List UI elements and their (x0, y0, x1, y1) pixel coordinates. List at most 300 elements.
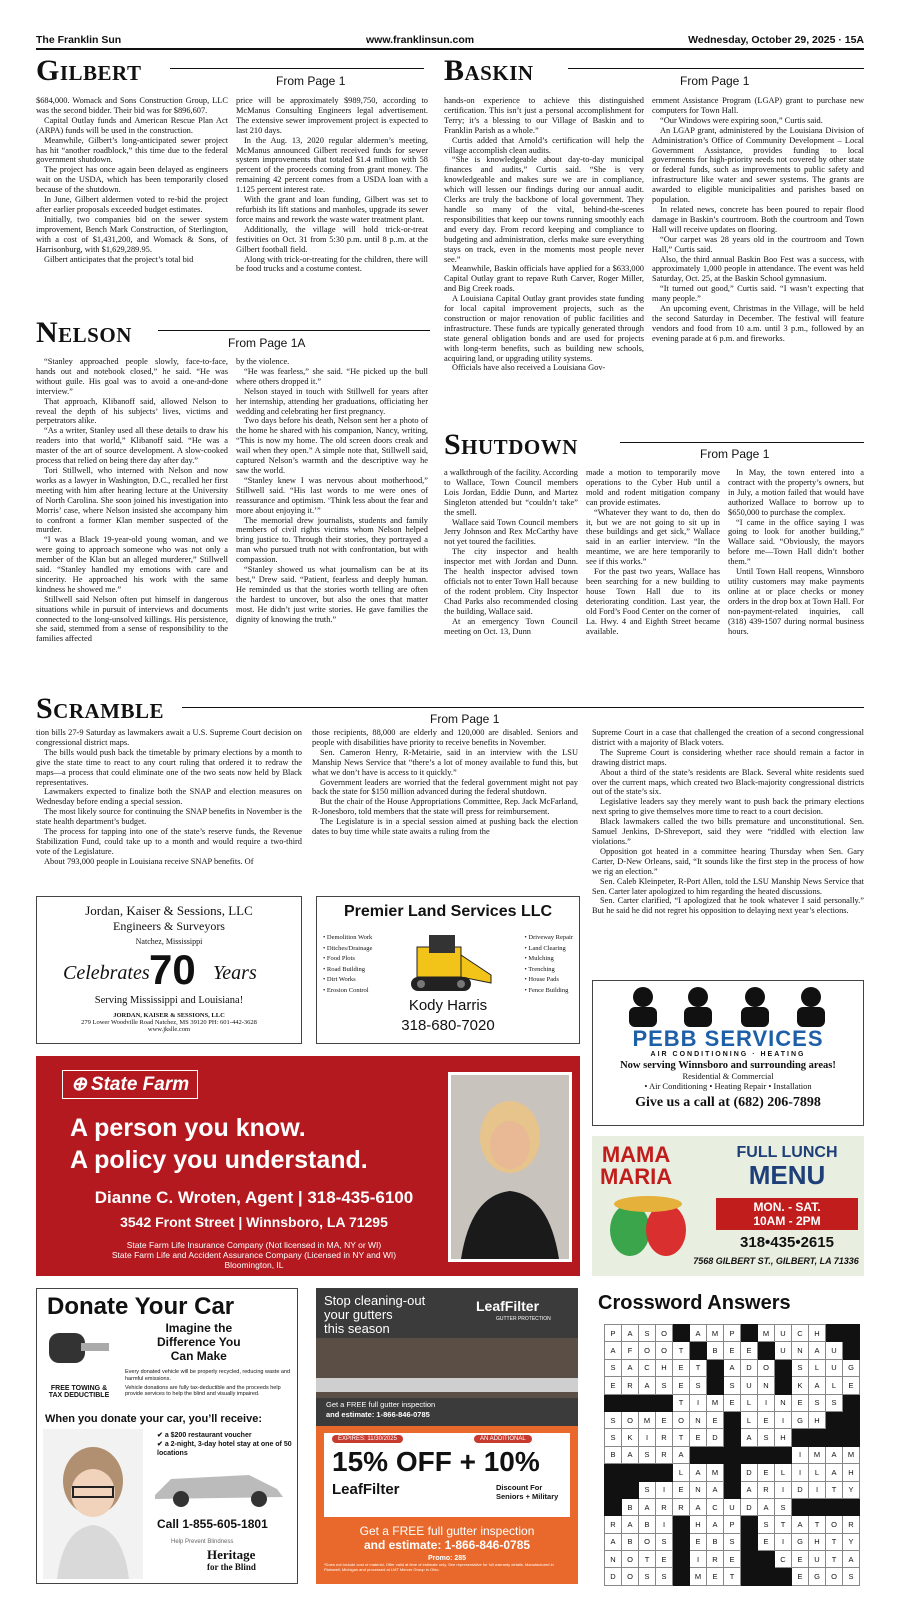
crossword-cell (673, 1568, 690, 1585)
paragraph: The Supreme Court is considering whether race should remain a factor in drawing district maps. (592, 747, 864, 767)
crossword-cell: I (758, 1394, 775, 1411)
crossword-cell: N (690, 1411, 707, 1428)
crossword-cell: C (792, 1325, 809, 1342)
crossword-cell: S (775, 1498, 792, 1515)
crossword-cell: I (639, 1429, 656, 1446)
crossword-cell: E (792, 1551, 809, 1568)
car-free-towing: FREE TOWING & TAX DEDUCTIBLE (48, 1385, 110, 1399)
crossword-cell (656, 1464, 673, 1481)
crossword-cell: E (605, 1377, 622, 1394)
crossword-cell (741, 1551, 758, 1568)
crossword-cell: A (690, 1464, 707, 1481)
crossword-cell: T (826, 1481, 843, 1498)
crossword-cell: E (758, 1411, 775, 1428)
shutdown-col-3 (728, 468, 864, 688)
crossword-cell: S (724, 1533, 741, 1550)
crossword-cell (690, 1446, 707, 1463)
premier-services-left (323, 933, 372, 996)
crossword-cell: H (775, 1429, 792, 1446)
car-rewards: ✔ a $200 restaurant voucher ✔ a 2-night, 3-day hotel stay at one of 50 locations (157, 1432, 292, 1457)
crossword-cell (741, 1568, 758, 1585)
crossword-cell: M (809, 1446, 826, 1463)
crossword-cell: T (826, 1533, 843, 1550)
paragraph: In the Aug. 13, 2020 regular aldermen’s meeting, McManus announced Gilbert received funds for sewer system improvements that totaled $1.4 million with 58 percent of the proceeds coming from grant money. The remaining 42 percent comes from a USDA loan with a 1.125 percent interest rate. (236, 135, 428, 195)
gilbert-col-1 (36, 96, 228, 349)
crossword-cell: R (673, 1498, 690, 1515)
crossword-cell: A (809, 1377, 826, 1394)
paragraph: “She is knowledgeable about day-to-day municipal finances and audits,” Curtis said. “She is very knowledgeable and makes sure we are in compliance, which will lessen our findings during our annual audit. Clerks are truly the backbone of local government. They handle so many of the vital, behind-the-scenes responsibilities that keep our towns running smoothly each and every day. From record keeping and compliance to budgeting and administration, clerks make sure everything stays on track, even in the moments most people never see.” (444, 155, 644, 264)
paragraph: those recipients, 88,000 are elderly and 120,000 are disabled. Seniors and people with disabilities have priority to receive benefits in November. (312, 728, 578, 747)
crossword-cell (605, 1464, 622, 1481)
crossword-cell: L (741, 1394, 758, 1411)
crossword-cell: E (690, 1429, 707, 1446)
paragraph: Sen. Cameron Henry, R-Metairie, said in an interview with the LSU Manship News Service that “there’s a lot of money available to fund this, but what we don’t have is access to it quickly.” (312, 747, 578, 777)
shutdown-jump: From Page 1 (700, 447, 770, 461)
roof-gutter-image (316, 1338, 578, 1398)
jks-70: 70 (149, 946, 196, 993)
crossword-cell: U (775, 1325, 792, 1342)
crossword-cell: E (758, 1533, 775, 1550)
crossword-cell (673, 1551, 690, 1568)
crossword-cell (639, 1394, 656, 1411)
crossword-cell: A (622, 1359, 639, 1376)
paragraph: ernment Assistance Program (LGAP) grant to purchase new computers for Town Hall. (652, 96, 864, 115)
crossword-cell: E (843, 1377, 860, 1394)
paragraph: “It turned out good,” Curtis said. “I wasn’t expecting that many people.” (652, 284, 864, 304)
leaf-discount: Discount For Seniors + Military (496, 1483, 559, 1501)
crossword-cell: L (826, 1377, 843, 1394)
crossword-cell: L (809, 1359, 826, 1376)
crossword-cell: D (792, 1481, 809, 1498)
crossword-grid (604, 1324, 860, 1586)
paragraph: Sen. Carter clarified, “I apologized that he took whatever I said personally.” But he said he did not regret his opposition to delaying next year’s elections. (592, 896, 864, 916)
website[interactable]: www.franklinsun.com (366, 34, 475, 46)
statefarm-headline: A person you know. A policy you understand. (70, 1114, 368, 1174)
crossword-cell (843, 1394, 860, 1411)
crossword-cell: M (707, 1464, 724, 1481)
paragraph: Also, the third annual Baskin Boo Fest was a success, with approximately 1,000 people in attendance. The event was held Saturday, Oct. 25, at the Baskin School gymnasium. (652, 254, 864, 284)
crossword-cell: O (639, 1533, 656, 1550)
crossword-cell (605, 1481, 622, 1498)
crossword-cell (690, 1342, 707, 1359)
paragraph: price will be approximately $989,750, according to McManus Consulting Engineers legal advertisement. The extensive sewer improvement project is expected to last 210 days. (236, 96, 428, 135)
paragraph: Meanwhile, Gilbert’s long-anticipated sewer project has hit “another roadblock,” this time due to the federal government shutdown. (36, 135, 228, 165)
crossword-cell: O (656, 1325, 673, 1342)
leaf-headline: Stop cleaning-out your gutters this season (324, 1293, 426, 1336)
nelson-title: Nelson (36, 316, 132, 349)
crossword-cell: E (724, 1342, 741, 1359)
nelson-col-1 (36, 357, 228, 687)
crossword-cell: S (639, 1568, 656, 1585)
crossword-cell (724, 1429, 741, 1446)
crossword-cell: S (639, 1481, 656, 1498)
crossword-cell (724, 1481, 741, 1498)
crossword-cell: A (639, 1498, 656, 1515)
gilbert-jump: From Page 1 (276, 74, 346, 88)
crossword-cell: O (639, 1342, 656, 1359)
crossword-cell: T (826, 1551, 843, 1568)
crossword-cell: M (639, 1411, 656, 1428)
crossword-cell (843, 1325, 860, 1342)
crossword-cell: G (792, 1533, 809, 1550)
crossword-cell (775, 1377, 792, 1394)
crossword-cell (843, 1498, 860, 1515)
crossword-cell: I (690, 1394, 707, 1411)
crossword-cell: F (622, 1342, 639, 1359)
crossword-cell: S (605, 1429, 622, 1446)
crossword-cell: O (622, 1411, 639, 1428)
ad-leaffilter[interactable] (316, 1288, 578, 1584)
paragraph: tion bills 27-9 Saturday as lawmakers await a U.S. Supreme Court decision on congressional district maps. (36, 728, 302, 747)
scramble-col-2 (312, 728, 578, 888)
paragraph: “Stanley knew I was nervous about motherhood,” Stillwell said. “His last words to me were ones of reassurance and optimism. ‘Think less about the fear and more about enjoying it.’” (236, 475, 428, 515)
premier-phone[interactable]: 318-680-7020 (401, 1017, 495, 1034)
crossword-cell (707, 1377, 724, 1394)
crossword-cell: E (673, 1377, 690, 1394)
crossword-cell: O (826, 1568, 843, 1585)
crossword-cell: A (792, 1516, 809, 1533)
crossword-title: Crossword Answers (598, 1292, 791, 1314)
crossword-cell: S (605, 1411, 622, 1428)
crossword-cell: E (673, 1481, 690, 1498)
crossword-cell: A (741, 1429, 758, 1446)
jks-name: Jordan, Kaiser & Sessions, LLC (85, 903, 253, 918)
leaf-inspection: Get a FREE full gutter inspection and estimate: 1-866-846-0785 (326, 1400, 436, 1419)
crossword-cell: S (792, 1359, 809, 1376)
paragraph: hands-on experience to achieve this distinguished certification. This isn’t just a personal accomplishment for Terry; it’s a blessing to our Village of Baskin and to Franklin Parish as a whole.” (444, 96, 644, 135)
jks-web[interactable]: www.jkslle.com (147, 1026, 191, 1033)
paragraph: Nelson stayed in touch with Stillwell for years after her internship, attending her graduations, officiating her wedding and celebrating her first pregnancy. (236, 386, 428, 416)
crossword-cell: D (605, 1568, 622, 1585)
crossword-cell: C (707, 1498, 724, 1515)
paragraph: Supreme Court in a case that challenged the creation of a second congressional district with a majority of Black voters. (592, 728, 864, 747)
gilbert-col-2 (236, 96, 428, 346)
crossword-cell: O (622, 1551, 639, 1568)
crossword-cell: E (673, 1359, 690, 1376)
paragraph: “Our carpet was 28 years old in the courtroom and Town Hall,” Curtis said. (652, 234, 864, 254)
paragraph: “He was fearless,” she said. “He picked up the bull where others dropped it.” (236, 366, 428, 386)
crossword-cell: U (826, 1342, 843, 1359)
ad-pebb-services[interactable] (592, 980, 864, 1126)
crossword-cell (707, 1446, 724, 1463)
paragraph: Wallace said Town Council members Jerry Johnson and Rex McCarthy have not yet toured the facilities. (444, 517, 578, 547)
crossword-cell: N (758, 1377, 775, 1394)
crossword-cell: I (792, 1446, 809, 1463)
crossword-cell (724, 1446, 741, 1463)
leaf-offer-card (324, 1433, 570, 1517)
leaf-offer-brand: LeafFilter (332, 1481, 400, 1498)
crossword-cell: Y (843, 1481, 860, 1498)
ad-state-farm[interactable] (36, 1056, 580, 1276)
leaf-tag: GUTTER PROTECTION (496, 1316, 551, 1322)
crossword-cell: R (758, 1481, 775, 1498)
crossword-cell: E (792, 1394, 809, 1411)
crossword-cell: H (656, 1359, 673, 1376)
crossword-cell: E (707, 1411, 724, 1428)
crossword-cell: R (843, 1516, 860, 1533)
crossword-cell: E (724, 1394, 741, 1411)
ad-donate-car[interactable] (36, 1288, 298, 1584)
pebb-phone[interactable]: Give us a call at (682) 206-7898 (635, 1095, 821, 1110)
pebb-services: • Air Conditioning • Heating Repair • Installation (644, 1081, 812, 1091)
paragraph: About 793,000 people in Louisiana receive SNAP benefits. Of (44, 856, 254, 866)
paragraph: Meanwhile, Baskin officials have applied for a $633,000 Capital Outlay grant to repave Ruth Carver, Roger Miller, and Big Creek roads. (444, 264, 644, 294)
ad-mama-maria[interactable] (592, 1136, 864, 1276)
crossword-cell: M (843, 1446, 860, 1463)
crossword-cell: E (690, 1533, 707, 1550)
paragraph: “Stanley showed us what journalism can be at its best,” Drew said. “Patient, fearless and deeply human. He reminded us that the stories worth telling are often the hardest to uncover, but also the ones that matter most. He didn’t just write stories. He gave families the dignity of knowing the truth.” (236, 565, 428, 624)
crossword-cell: L (809, 1464, 826, 1481)
crossword-cell (843, 1411, 860, 1428)
service-item: • Road Building (323, 965, 365, 973)
ad-premier-land[interactable] (316, 896, 580, 1044)
crossword-cell: D (741, 1498, 758, 1515)
crossword-cell: E (724, 1551, 741, 1568)
crossword-cell: N (775, 1394, 792, 1411)
pebb-serving: Now serving Winnsboro and surrounding areas! (620, 1060, 836, 1071)
service-item: • Fence Building (524, 986, 569, 994)
crossword-cell (792, 1429, 809, 1446)
paragraph: About a third of the state’s residents are Black. Several white residents sued over the current maps, which created two Black-majority congressional districts out of the state’s six. (592, 767, 864, 797)
paragraph: Additionally, the village will hold trick-or-treat festivities on Oct. 31 from 5:30 p.m. until 8 p..m. at the Gilbert football field. (236, 224, 428, 254)
car-phone[interactable]: Call 1-855-605-1801 (157, 1517, 268, 1531)
crossword-cell: U (775, 1342, 792, 1359)
paragraph: The most likely source for continuing the SNAP benefits in November is the state health department’s budget. (36, 807, 302, 827)
crossword-cell (826, 1325, 843, 1342)
crossword-cell: A (707, 1516, 724, 1533)
crossword-cell: E (792, 1568, 809, 1585)
mama-hours: MON. - SAT. 10AM - 2PM (716, 1198, 858, 1230)
service-item: • Food Plots (323, 955, 355, 962)
paragraph: by the violence. (236, 357, 290, 366)
crossword-cell: M (690, 1568, 707, 1585)
crossword-cell: N (605, 1551, 622, 1568)
ad-jordan-kaiser-sessions[interactable] (36, 896, 302, 1044)
crossword-cell: G (843, 1359, 860, 1376)
crossword-cell (843, 1342, 860, 1359)
crossword-cell: B (622, 1498, 639, 1515)
paragraph: With the grant and loan funding, Gilbert was set to refurbish its lift stations and manholes, upgrade its sewer force mains and rework the waste water treatment plant. (236, 195, 428, 224)
scramble-col-3 (592, 728, 864, 976)
paragraph: The process for tapping into one of the state’s reserve funds, the Revenue Stabilization Fund, could take up to a month and would require a two-third vote of the Legislature. (36, 827, 302, 856)
crossword-cell: S (605, 1359, 622, 1376)
paragraph: Government leaders are worried that the federal government might not pay back the state for $150 million advanced during the federal shutdown. (312, 777, 578, 797)
leaf-offer: 15% OFF + 10% (332, 1446, 540, 1477)
crossword-cell: D (707, 1429, 724, 1446)
paragraph: An upcoming event, Christmas in the Village, will be held the second Saturday in December. The festival will feature vendors and food from 10 a.m. until 3 p.m., followed by an evening parade at 6 p.m. and fireworks. (652, 304, 864, 343)
crossword-cell: P (724, 1516, 741, 1533)
crossword-cell: S (656, 1533, 673, 1550)
crossword-cell (622, 1394, 639, 1411)
crossword-cell: U (724, 1498, 741, 1515)
crossword-cell: Y (843, 1533, 860, 1550)
crossword-cell: T (809, 1516, 826, 1533)
paragraph: Lawmakers expected to finalize both the SNAP and election measures on Wednesday before ending a special session. (36, 787, 302, 807)
crossword-cell: R (622, 1377, 639, 1394)
crossword-cell: A (741, 1481, 758, 1498)
crossword-cell: A (826, 1446, 843, 1463)
crossword-cell: L (741, 1411, 758, 1428)
crossword-cell: H (809, 1325, 826, 1342)
crossword-cell: A (809, 1342, 826, 1359)
crossword-cell: A (843, 1551, 860, 1568)
jks-line1: JORDAN, KAISER & SESSIONS, LLC (113, 1012, 225, 1019)
paragraph: a walkthrough of the facility. According to Wallace, Town Council members Lois Jordan, Eddie Dunn, and Martez Singleton attended but “couldn’t take” the smell. (444, 468, 578, 517)
leaf-additional: AN ADDITIONAL (474, 1435, 532, 1443)
baskin-jump: From Page 1 (680, 74, 750, 88)
crossword-cell (758, 1446, 775, 1463)
statefarm-ovals-icon: ⊕ (71, 1074, 87, 1095)
paragraph: For the past two years, Wallace has been searching for a new building to house Town Hall due to its deteriorating condition. Last year, the old Ford’s Food Center on the corner of La. Hwy. 4 and Eighth Street became available. (586, 567, 720, 636)
mama-phone[interactable]: 318•435•2615 (740, 1234, 834, 1251)
crossword-cell (707, 1359, 724, 1376)
paragraph: Tori Stillwell, who interned with Nelson and now works as a lawyer in Washington, D.C., recalled her first meeting with him after hearing lecture at the University of North Carolina. She soon joined his investigation into Morris’ case, where Nelson insisted she accompany him to confront a former Klan member suspected of the murder. (36, 465, 228, 535)
skid-steer-icon (399, 927, 499, 997)
crossword-cell: S (656, 1568, 673, 1585)
pebb-title: PEBB SERVICES (632, 1026, 824, 1051)
paragraph: “As a writer, Stanley used all these details to draw his readers into that world,” Klibanoff said. “He was a master of the art of source development. A slow-cooked process that relied on being there day after day.” (36, 426, 228, 466)
statefarm-address: 3542 Front Street | Winnsboro, LA 71295 (120, 1214, 388, 1230)
crossword-cell: A (690, 1325, 707, 1342)
crossword-cell: N (792, 1342, 809, 1359)
crossword-cell: S (656, 1377, 673, 1394)
paragraph: The city inspector and health inspector met with Jordan and Dunn. The health inspector advised town officials not to enter Town Hall because of the rodent problem. City Inspector Chad Parks also recommended closing the building, Wallace said. (444, 547, 578, 616)
crossword-cell: H (843, 1464, 860, 1481)
crossword-cell (724, 1411, 741, 1428)
crossword-cell: M (707, 1394, 724, 1411)
paragraph: Stillwell said Nelson often put himself in dangerous situations while in pursuit of interviews and documents connected to the long-unsolved killings. His persistence, she said, stemmed from a sense of responsibility to the families affected (36, 594, 228, 644)
crossword-cell: I (775, 1411, 792, 1428)
baskin-col-1 (444, 96, 644, 406)
paragraph: But the chair of the House Appropriations Committee, Rep. Jack McFarland, R-Jonesboro, told members that the state will press for reimbursement. (312, 797, 578, 817)
paragraph: The Legislature is in a special session aimed at pushing back the election dates to buy time while state awaits a ruling from the (312, 817, 578, 837)
paragraph: At an emergency Town Council meeting on Oct. 13, Dunn (444, 616, 578, 636)
paragraph: In related news, concrete has been poured to repair flood damage in Baskin’s courtroom. Both the courtroom and Town Hall will receive updates on flooring. (652, 204, 864, 234)
crossword-cell: T (673, 1394, 690, 1411)
crossword-cell (758, 1551, 775, 1568)
paragraph: made a motion to temporarily move operations to the Cyber Hub until a mold and rodent mitigation company can provide estimates. (586, 468, 720, 507)
service-item: • Dirt Works (323, 976, 356, 983)
service-item: • Ditches/Drainage (323, 944, 373, 952)
crossword-cell: I (775, 1533, 792, 1550)
crossword-cell: R (707, 1551, 724, 1568)
paragraph: Until Town Hall reopens, Winnsboro utility customers may make payments online at or place checks or money orders in the drop box at Town Hall. For non-payment-related inquiries, call (318) 439-1507 during normal business hours. (728, 567, 864, 636)
shutdown-col-1 (444, 468, 578, 688)
car-receive: When you donate your car, you’ll receive: (45, 1413, 263, 1425)
crossword-cell (758, 1342, 775, 1359)
paragraph: An LGAP grant, administered by the Louisiana Division of Administration’s Office of Community Development – Local Government Assistance, provides funding to local governments for high-priority needs not covered by other state or federal funds, such as improvements to public safety and infrastructure like water and sewer systems. The grants are awarded to eligible municipalities and parishes based on population. (652, 125, 864, 205)
crossword-cell: R (656, 1446, 673, 1463)
crossword-cell: C (639, 1359, 656, 1376)
paragraph: That approach, Klibanoff said, allowed Nelson to reveal the depth of his subjects’ lives, victims and perpetrators alike. (36, 396, 228, 426)
crossword-cell: P (724, 1325, 741, 1342)
statefarm-agent[interactable]: Dianne C. Wroten, Agent | 318-435-6100 (94, 1188, 414, 1207)
jks-celebrates: Celebrates (63, 962, 150, 984)
crossword-cell: I (792, 1464, 809, 1481)
crossword-cell: C (775, 1551, 792, 1568)
crossword-cell: B (707, 1342, 724, 1359)
crossword-cell (605, 1498, 622, 1515)
issue-date: Wednesday, October 29, 2025 · 15A (688, 34, 864, 46)
car-subhead: Imagine the Difference You Can Make (157, 1321, 241, 1363)
crossword-cell: S (758, 1516, 775, 1533)
crossword-cell: U (809, 1551, 826, 1568)
paragraph: Along with trick-or-treating for the children, there will be food trucks and a costume contest. (236, 254, 428, 274)
leaf-cta[interactable]: Get a FREE full gutter inspection and estimate: 1-866-846-0785 Promo: 285 (359, 1524, 535, 1562)
crossword-cell: I (656, 1516, 673, 1533)
crossword-cell: R (656, 1429, 673, 1446)
crossword-cell (758, 1568, 775, 1585)
service-item: • Demolition Work (323, 934, 373, 941)
crossword-cell (741, 1533, 758, 1550)
crossword-cell: T (690, 1359, 707, 1376)
crossword-cell: B (639, 1516, 656, 1533)
jks-serving: Serving Mississippi and Louisiana! (94, 995, 244, 1006)
crossword-cell: A (758, 1498, 775, 1515)
crossword-cell (741, 1446, 758, 1463)
crossword-cell: O (622, 1568, 639, 1585)
crossword-cell (792, 1498, 809, 1515)
crossword-cell (775, 1568, 792, 1585)
crossword-cell (741, 1325, 758, 1342)
crossword-cell: G (792, 1411, 809, 1428)
paragraph: Capital Outlay funds and American Rescue Plan Act (ARPA) funds will be used in the construction. (36, 115, 228, 135)
girl-photo (43, 1429, 143, 1579)
crossword-cell: A (605, 1533, 622, 1550)
crossword-cell (843, 1429, 860, 1446)
paragraph: Curtis added that Arnold’s certification will help the village accomplish clean audits. (444, 135, 644, 155)
agent-photo (448, 1072, 572, 1262)
paragraph: Gilbert anticipates that the project’s total bid (44, 254, 194, 264)
service-item: • Mulching (524, 955, 554, 962)
crossword-cell (605, 1394, 622, 1411)
crossword-cell: A (622, 1446, 639, 1463)
crossword-cell (673, 1516, 690, 1533)
crossword-cell: T (639, 1551, 656, 1568)
shutdown-title: Shutdown (444, 428, 578, 461)
crossword-cell (622, 1481, 639, 1498)
crossword-cell: S (758, 1429, 775, 1446)
crossword-cell: O (758, 1359, 775, 1376)
premier-contact: Kody Harris (408, 997, 488, 1014)
crossword-cell: L (775, 1464, 792, 1481)
statefarm-fine: State Farm Life Insurance Company (Not licensed in MA, NY or WI) State Farm Life and Accident Assurance Company (Licensed in NY and WI) Bloomington, IL (111, 1240, 397, 1270)
paragraph: Black lawmakers called the two bills premature and unconstitutional. Sen. Samuel Jenkins, D-Shreveport, said they were “riddled with election law violations.” (592, 817, 864, 846)
pepper-mascots-icon (602, 1190, 692, 1260)
crossword-cell: R (605, 1516, 622, 1533)
crossword-cell: E (656, 1551, 673, 1568)
crossword-cell: S (639, 1446, 656, 1463)
workers-silhouette-icon (593, 983, 863, 1027)
paragraph: The memorial drew journalists, students and family members of civil rights victims whom Nelson helped bring justice to. Through their stories, they portrayed a man who pursued truth not with confrontation, but with compassion. (236, 515, 428, 565)
scramble-col-1 (36, 728, 302, 888)
pebb-sub: AIR CONDITIONING · HEATING (650, 1051, 806, 1058)
paragraph: Opposition got heated in a committee hearing Thursday when Sen. Gary Carter, D-New Orleans, said, “It sounds like the first step in the process of how we rig an election.” (592, 846, 864, 876)
crossword-cell: S (639, 1325, 656, 1342)
crossword-cell: I (809, 1481, 826, 1498)
crossword-cell: S (843, 1568, 860, 1585)
car-title: Donate Your Car (47, 1293, 235, 1320)
crossword-cell: E (707, 1568, 724, 1585)
paragraph: In June, Gilbert aldermen voted to re-bid the project after earlier proposals exceeded budget estimates. (36, 195, 228, 214)
service-item: • Trenching (524, 965, 555, 973)
crossword-cell: E (758, 1464, 775, 1481)
car-image (149, 1459, 289, 1509)
crossword-cell (741, 1516, 758, 1533)
crossword-cell (775, 1446, 792, 1463)
leaf-fine-print: *Does not include cost of material. Offer valid at time of estimate only. See representative for full warranty details. Manufactured in Plainwell, Michigan and processed at LMT Mercer Group in Ohio. (324, 1562, 554, 1572)
crossword-cell (656, 1394, 673, 1411)
